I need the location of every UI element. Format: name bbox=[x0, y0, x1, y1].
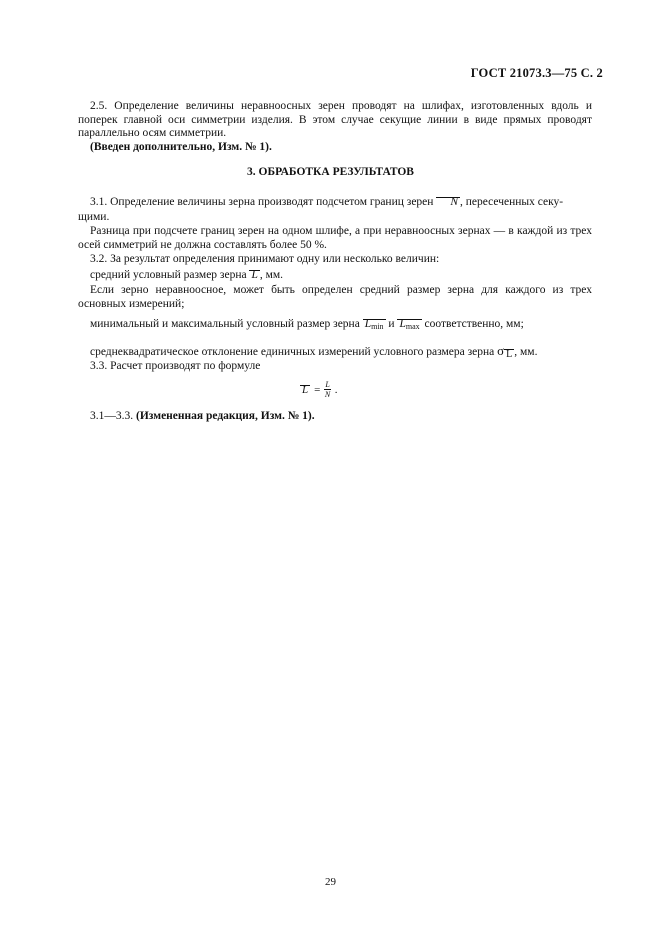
paragraph-3-1-text: 3.1. Определение величины зерна производят подсчетом границ зерен bbox=[90, 196, 434, 208]
paragraph-3-2: 3.2. За результат определения принимают одну или несколько величин: bbox=[90, 253, 440, 265]
std-dev-line bbox=[90, 344, 537, 362]
formula bbox=[300, 380, 338, 399]
paragraph-3-1-continuation: щими. bbox=[78, 211, 110, 223]
amendment-range: 3.1—3.3. bbox=[90, 410, 134, 422]
symbol-n: N bbox=[436, 196, 460, 210]
document-header: ГОСТ 21073.3—75 С. 2 bbox=[470, 66, 603, 80]
formula-equals: = bbox=[314, 383, 321, 396]
min-max-text: минимальный и максимальный условный размер зерна bbox=[90, 318, 360, 330]
paragraph-2-5: 2.5. Определение величины неравноосных зерен проводят на шлифах, изготовленных вдоль и поперек главной оси симметрии изделия. В этом случае секущие линии в виде прямых проводят параллельно осям симметрии. bbox=[78, 100, 592, 140]
mean-size-text: средний условный размер зерна bbox=[90, 269, 247, 281]
paragraph-3-1-text-end: , пересеченных секу- bbox=[459, 196, 564, 208]
formula-numerator: L bbox=[325, 380, 330, 389]
paragraph-3-1 bbox=[78, 196, 592, 210]
min-max-line bbox=[90, 318, 524, 334]
mean-size-unit: , мм. bbox=[259, 269, 284, 281]
symbol-l-min bbox=[363, 318, 386, 334]
mean-size-line bbox=[90, 269, 283, 283]
subscript-max: max bbox=[405, 322, 420, 331]
subscript-min: min bbox=[371, 322, 384, 331]
sigma-symbol: σ bbox=[497, 343, 505, 358]
symbol-l-max-letter: L bbox=[399, 318, 406, 330]
symbol-l-max bbox=[397, 318, 421, 334]
formula-period: . bbox=[334, 383, 338, 396]
formula-fraction bbox=[324, 380, 330, 399]
min-max-unit: соответственно, мм; bbox=[424, 318, 524, 330]
amendment-text: (Измененная редакция, Изм. № 1). bbox=[136, 410, 315, 422]
page-number: 29 bbox=[325, 876, 336, 888]
paragraph-difference: Разница при подсчете границ зерен на одном шлифе, а при неравноосных зернах — в каждой из трех осей симметрий не должна составлять более 50 %. bbox=[78, 225, 592, 251]
min-max-conjunction: и bbox=[388, 318, 395, 330]
formula-denominator: N bbox=[324, 390, 331, 399]
amendment-note-1: (Введен дополнительно, Изм. № 1). bbox=[90, 141, 272, 153]
std-dev-unit: , мм. bbox=[514, 346, 538, 358]
symbol-l-min-letter: L bbox=[364, 318, 372, 330]
formula-lhs: L bbox=[302, 383, 309, 396]
std-dev-text: среднеквадратическое отклонение единичных измерений условного размера зерна bbox=[90, 346, 495, 358]
paragraph-unequal-grain: Если зерно неравноосное, может быть определен средний размер зерна для каждого из трех основных измерений; bbox=[78, 284, 592, 310]
section-title: 3. ОБРАБОТКА РЕЗУЛЬТАТОВ bbox=[247, 166, 414, 178]
amendment-note-2 bbox=[90, 410, 315, 424]
symbol-sigma-l: L bbox=[506, 349, 513, 360]
paragraph-3-3: 3.3. Расчет производят по формуле bbox=[90, 360, 261, 372]
symbol-l: L bbox=[251, 269, 258, 281]
